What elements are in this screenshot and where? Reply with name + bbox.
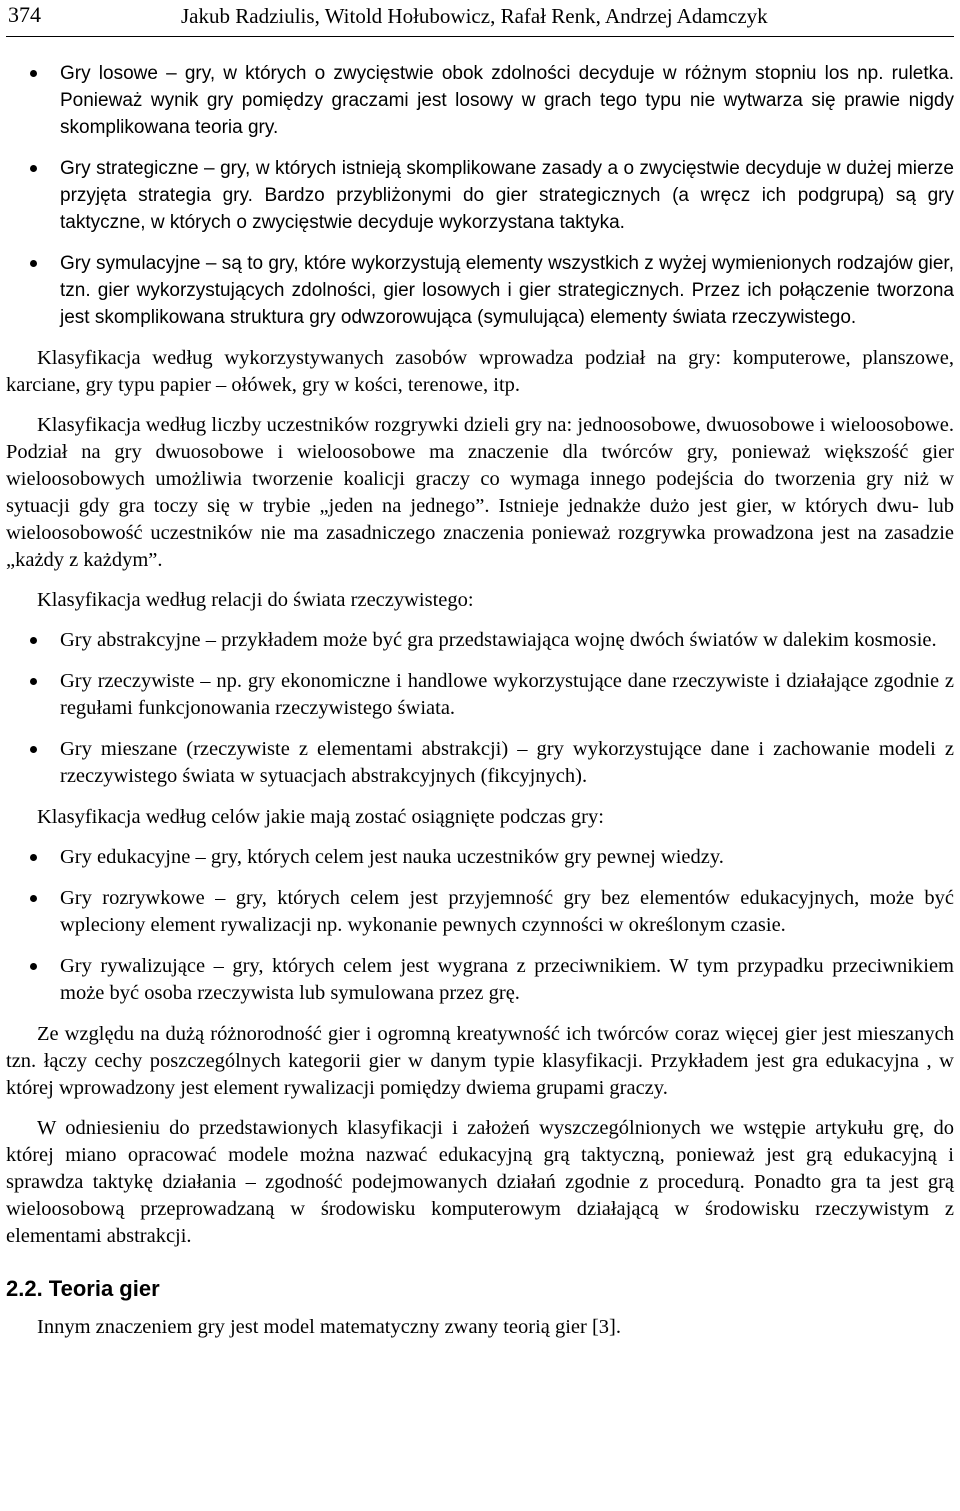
- paragraph-game-theory: Innym znaczeniem gry jest model matematyczny zwany teorią gier [3].: [37, 1316, 622, 1338]
- bullet-icon: [30, 678, 37, 685]
- paragraph-reality-relation: Klasyfikacja według relacji do świata rzeczywistego:: [37, 589, 474, 611]
- list-item: Gry abstrakcyjne – przykładem może być gra przedstawiająca wojnę dwóch światów w dalekim kosmosie.: [6, 627, 954, 654]
- list-item: Gry losowe – gry, w których o zwycięstwie obok zdolności decyduje w różnym stopniu los np. ruletka. Ponieważ wynik gry pomiędzy graczami jest losowy w grach tego typu nie wytwarza się prawie nigdy skomplikowana teoria gry.: [6, 60, 954, 141]
- paragraph-resources: Klasyfikacja według wykorzystywanych zasobów wprowadza podział na gry: komputerowe, planszowe, karciane, gry typu papier – ołówek, gry w kości, terenowe, itp.: [6, 347, 954, 396]
- list-item: Gry edukacyjne – gry, których celem jest nauka uczestników gry pewnej wiedzy.: [6, 844, 954, 871]
- bullet-icon: [30, 854, 37, 861]
- goals-list: [6, 844, 954, 1007]
- paragraph-diversity: Ze względu na dużą różnorodność gier i ogromną kreatywność ich twórców coraz więcej gier jest mieszanych tzn. łączy cechy poszczególnych kategorii gier w danym typie klasyfikacji. Przykładem jest gra edukacyjna , w której wprowadzony jest element rywalizacji pomiędzy dwiema grupami graczy.: [6, 1023, 954, 1099]
- list-item: Gry rzeczywiste – np. gry ekonomiczne i handlowe wykorzystujące dane rzeczywiste i działające zgodnie z regułami funkcjonowania rzeczywistego świata.: [6, 668, 954, 722]
- bullet-icon: [30, 70, 37, 77]
- section-heading: 2.2. Teoria gier: [6, 1276, 160, 1301]
- list-item: Gry rozrywkowe – gry, których celem jest przyjemność gry bez elementów edukacyjnych, może być wpleciony element rywalizacji np. wykonanie pewnych czynności w określonym czasie.: [6, 885, 954, 939]
- running-header: [6, 0, 954, 37]
- page-number: 374: [8, 2, 41, 27]
- paragraph-goals: Klasyfikacja według celów jakie mają zostać osiągnięte podczas gry:: [37, 806, 604, 828]
- list-item: Gry rywalizujące – gry, których celem jest wygrana z przeciwnikiem. W tym przypadku przeciwnikiem może być osoba rzeczywista lub symulowana przez grę.: [6, 953, 954, 1007]
- paragraph-reference: W odniesieniu do przedstawionych klasyfikacji i założeń wyszczególnionych we wstępie artykułu grę, do której miano opracować modele można nazwać edukacyjną grą taktyczną, ponieważ jest grą edukacyjną i sprawdza taktykę działania – zgodność podejmowanych działań zgodnie z procedurą. Ponadto gra ta jest grą wieloosobową przeprowadzaną w środowisku komputerowym działającą w środowisku rzeczywistym z elementami abstrakcji.: [6, 1117, 954, 1247]
- paragraph-participants: Klasyfikacja według liczby uczestników rozgrywki dzieli gry na: jednoosobowe, dwuosobowe i wieloosobowe. Podział na gry dwuosobowe i wieloosobowe ma znaczenie dla twórców gry, ponieważ większość gier wieloosobowych umożliwia tworzenie koalicji graczy co wymaga innego podejścia do tworzenia gry niż w sytuacji gdy gra toczy się w trybie „jeden na jednego”. Istnieje jednakże dużo jest gier, w których dwu- lub wieloosobowość uczestników nie ma zasadniczego znaczenia ponieważ rozgrywka prowadzona jest na zasadzie „każdy z każdym”.: [6, 414, 954, 571]
- header-authors: Jakub Radziulis, Witold Hołubowicz, Rafał Renk, Andrzej Adamczyk: [181, 4, 768, 28]
- bullet-icon: [30, 637, 37, 644]
- bullet-icon: [30, 895, 37, 902]
- game-types-list: [6, 60, 954, 331]
- list-item: Gry symulacyjne – są to gry, które wykorzystują elementy wszystkich z wyżej wymienionych rodzajów gier, tzn. gier wykorzystujących zdolności, gier losowych i gier strategicznych. Przez ich połączenie tworzona jest skomplikowana struktura gry odwzorowująca (symulująca) elementy świata rzeczywistego.: [6, 250, 954, 331]
- bullet-icon: [30, 260, 37, 267]
- reality-relation-list: [6, 627, 954, 790]
- bullet-icon: [30, 746, 37, 753]
- list-item: Gry strategiczne – gry, w których istnieją skomplikowane zasady a o zwycięstwie decyduje w dużej mierze przyjęta strategia gry. Bardzo przybliżonymi do gier strategicznych (a wręcz ich podgrupą) są gry taktyczne, w których o zwycięstwie decyduje wykorzystana taktyka.: [6, 155, 954, 236]
- bullet-icon: [30, 963, 37, 970]
- bullet-icon: [30, 165, 37, 172]
- page-body: [6, 60, 954, 1354]
- list-item: Gry mieszane (rzeczywiste z elementami abstrakcji) – gry wykorzystujące dane i zachowanie modeli z rzeczywistego świata w sytuacjach abstrakcyjnych (fikcyjnych).: [6, 736, 954, 790]
